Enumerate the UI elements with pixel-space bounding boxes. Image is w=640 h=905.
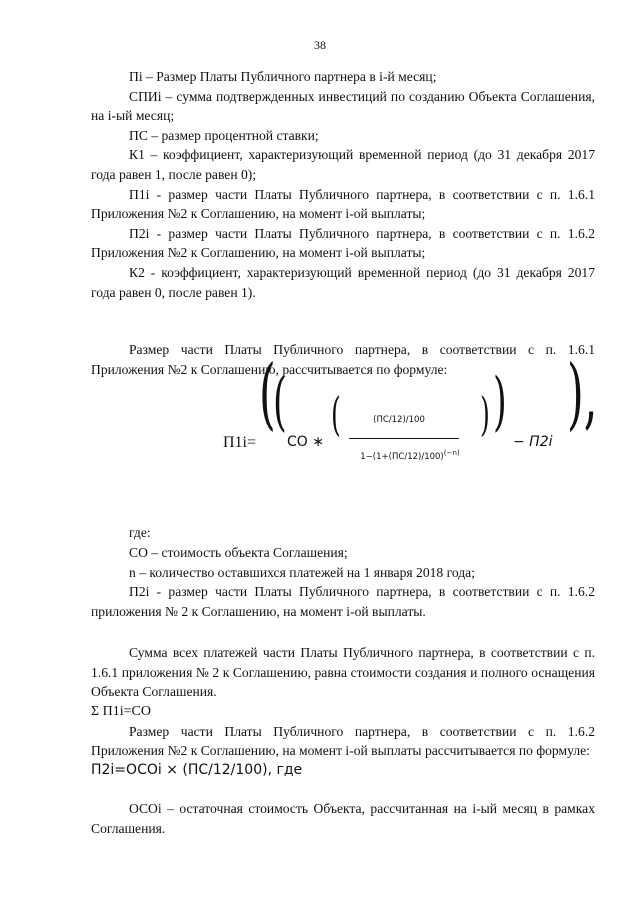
document-body [91,67,598,839]
formula-co: CO ∗ [287,434,324,451]
frac-left-paren: ( [331,387,341,442]
den-exponent: (−n) [443,448,460,458]
definition-k1: К1 – коэффициент, характеризующий временной период (до 31 декабря 2017 года равен 1, после равен 0); [91,147,595,182]
sum-formula: Σ П1i=СО [91,704,151,720]
where-co: СО – стоимость объекта Соглашения; [129,544,348,560]
formula-lhs: П1i= [223,434,257,452]
formula-end: ), [567,349,598,440]
definition-spi: СПИi – сумма подтвержденных инвестиций по созданию Объекта Соглашения, на i-ый месяц; [91,88,595,124]
definition-p1: П1i - размер части Платы Публичного партнера, в соответствии с п. 1.6.1 Приложения №2 к Соглашению, на момент i-ой выплаты; [91,186,595,222]
definition-ps: ПС – размер процентной ставки; [129,127,319,143]
fraction-bar [349,438,459,439]
formula-tail: − П2i [513,434,553,451]
inner-left-paren: ( [273,365,287,440]
where-label: где: [129,525,151,541]
den-left: 1−(1+( [360,452,392,463]
formula-denominator: $1-(1+(ПС/12)/100)^{(-n)}$ [360,448,460,463]
where-n: n – количество оставшихся платежей на 1 января 2018 года; [129,564,475,580]
definition-k2: К2 - коэффициент, характеризующий временной период (до 31 декабря 2017 года равен 0, после равен 1). [91,264,595,300]
den-right: )/100) [418,452,444,463]
page-number: 38 [314,38,326,52]
frac-right-paren: ) [480,387,490,442]
formula-intro: Размер части Платы Публичного партнера, в соответствии с п. 1.6.1 Приложения №2 к Соглашению, рассчитывается по формуле: [91,342,595,377]
oso-paragraph: ОСОi – остаточная стоимость Объекта, рассчитанная на i-ый месяц в рамках Соглашения. [91,801,595,837]
den-12: 12 [407,452,419,463]
p2-formula: П2i=ОСОi × (ПС/12/100), где [91,761,303,778]
inner-right-paren: ) [493,365,507,440]
p2-paragraph: Размер части Платы Публичного партнера, в соответствии с п. 1.6.2 Приложения №2 к Соглашению, на момент i-ой выплаты рассчитывается по формуле: [91,723,595,759]
where-p2: П2i - размер части Платы Публичного партнера, в соответствии с п. 1.6.2 приложения № 2 к Соглашению, на момент i-ой выплаты. [91,584,595,619]
definition-p2: П2i - размер части Платы Публичного партнера, в соответствии с п. 1.6.2 Приложения №2 к Соглашению, на момент i-ой выплаты; [91,225,595,261]
outer-left-paren: ( [259,349,276,440]
formula-numerator: (ПС/12)/100 [373,415,425,426]
definition-p: Пi – Размер Платы Публичного партнера в i-й месяц; [129,69,437,84]
den-ps: ПС [391,452,405,463]
sum-paragraph: Сумма всех платежей части Платы Публичного партнера, в соответствии с п. 1.6.1 приложения № 2 к Соглашению, равна стоимости создания и полного оснащения Объекта Соглашения. [91,645,595,700]
